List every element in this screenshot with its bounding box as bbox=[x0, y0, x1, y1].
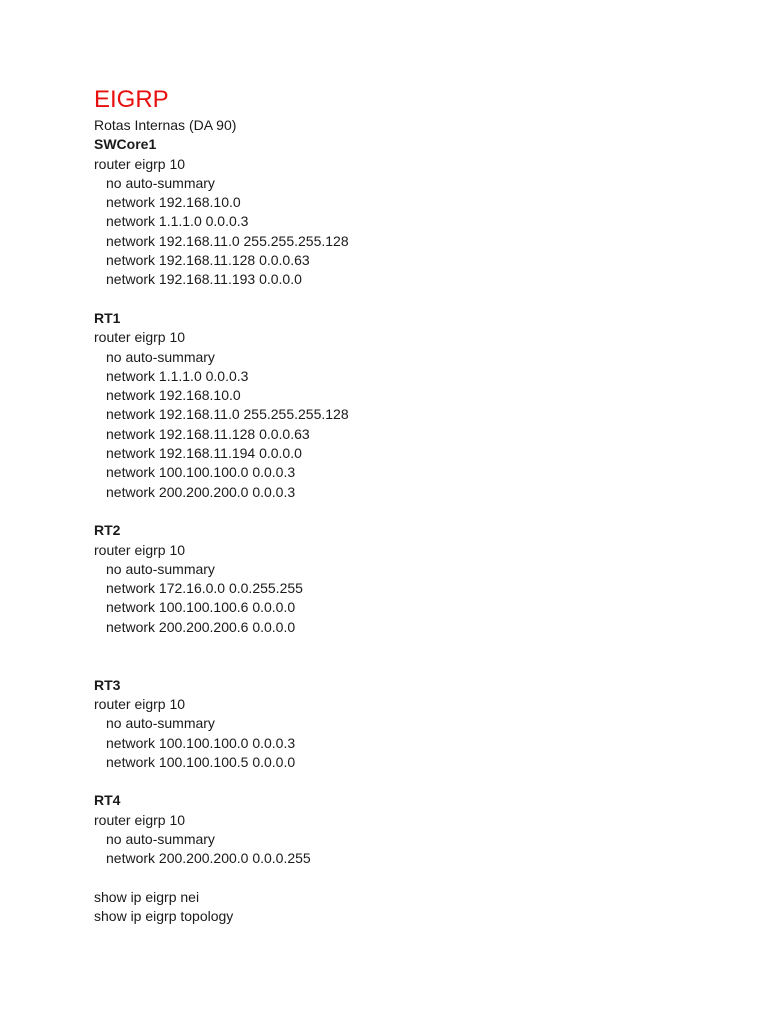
router-command: router eigrp 10 bbox=[94, 541, 186, 558]
router-command: router eigrp 10 bbox=[94, 329, 186, 346]
config-section-rt2 bbox=[94, 521, 734, 637]
blank-line bbox=[94, 502, 734, 521]
config-line: no auto-summary bbox=[106, 560, 215, 577]
config-section-swcore1 bbox=[94, 135, 734, 289]
document-subtitle: Rotas Internas (DA 90) bbox=[94, 117, 237, 133]
device-heading: SWCore1 bbox=[94, 136, 157, 153]
config-line: network 192.168.11.0 255.255.255.128 bbox=[106, 406, 349, 423]
config-line: network 100.100.100.0 0.0.0.3 bbox=[106, 734, 296, 751]
config-line: no auto-summary bbox=[106, 174, 215, 191]
blank-line bbox=[94, 772, 734, 791]
config-line: network 192.168.11.194 0.0.0.0 bbox=[106, 445, 302, 462]
blank-line bbox=[94, 869, 734, 888]
document-title: EIGRP bbox=[94, 86, 169, 113]
config-line: network 100.100.100.0 0.0.0.3 bbox=[106, 464, 296, 481]
config-line: no auto-summary bbox=[106, 830, 215, 847]
config-section-rt1 bbox=[94, 309, 734, 502]
config-section-rt4 bbox=[94, 791, 734, 868]
config-line: network 192.168.11.0 255.255.255.128 bbox=[106, 232, 349, 249]
config-line: network 1.1.1.0 0.0.0.3 bbox=[106, 367, 249, 384]
config-line: network 100.100.100.6 0.0.0.0 bbox=[106, 599, 296, 616]
config-line: no auto-summary bbox=[106, 348, 215, 365]
router-command: router eigrp 10 bbox=[94, 155, 186, 172]
config-line: network 172.16.0.0 0.0.255.255 bbox=[106, 580, 303, 597]
show-command: show ip eigrp nei bbox=[94, 888, 200, 905]
config-line: network 200.200.200.0 0.0.0.255 bbox=[106, 850, 311, 867]
config-line: no auto-summary bbox=[106, 715, 215, 732]
config-line: network 200.200.200.6 0.0.0.0 bbox=[106, 618, 296, 635]
config-section-rt3 bbox=[94, 676, 734, 772]
device-heading: RT2 bbox=[94, 522, 121, 539]
device-heading: RT4 bbox=[94, 792, 121, 809]
config-line: network 192.168.10.0 bbox=[106, 194, 241, 211]
config-line: network 100.100.100.5 0.0.0.0 bbox=[106, 753, 296, 770]
config-line: network 192.168.11.193 0.0.0.0 bbox=[106, 271, 302, 288]
config-line: network 192.168.11.128 0.0.0.63 bbox=[106, 252, 310, 269]
router-command: router eigrp 10 bbox=[94, 695, 186, 712]
router-command: router eigrp 10 bbox=[94, 811, 186, 828]
document-page bbox=[94, 84, 734, 926]
config-line: network 192.168.10.0 bbox=[106, 387, 241, 404]
config-line: network 200.200.200.0 0.0.0.3 bbox=[106, 483, 296, 500]
device-heading: RT3 bbox=[94, 676, 121, 693]
device-heading: RT1 bbox=[94, 309, 121, 326]
blank-line bbox=[94, 290, 734, 309]
footer-commands bbox=[94, 888, 734, 927]
config-line: network 192.168.11.128 0.0.0.63 bbox=[106, 425, 310, 442]
blank-line bbox=[94, 637, 734, 676]
show-command: show ip eigrp topology bbox=[94, 908, 234, 925]
config-line: network 1.1.1.0 0.0.0.3 bbox=[106, 213, 249, 230]
